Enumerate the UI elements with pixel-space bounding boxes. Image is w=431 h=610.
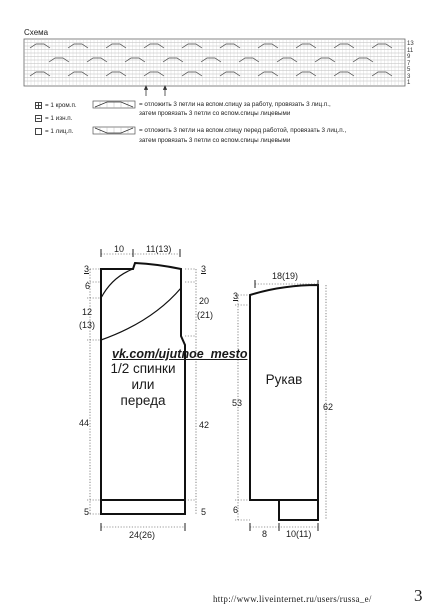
- dim-right-20: 20: [199, 296, 210, 306]
- legend-cable-back: = отложить 3 петли на вспом.спицу за работу, провязать 3 лиц.п.,: [139, 101, 331, 108]
- chart-title: Схема: [24, 28, 49, 37]
- dim-sleeve-bottom-10: 10(11): [286, 529, 312, 539]
- dim-neck: 10: [114, 244, 125, 254]
- legend-edge-stitch: = 1 кром.п.: [45, 102, 77, 109]
- row-number: 11: [407, 47, 414, 54]
- dim-bottom-width: 24(26): [129, 530, 156, 540]
- dim-left-3: 3: [84, 264, 90, 274]
- row-number: 3: [407, 73, 411, 80]
- dim-sleeve-53: 53: [232, 398, 243, 408]
- dim-sleeve-62: 62: [323, 402, 334, 412]
- dim-right-42: 42: [199, 420, 210, 430]
- sleeve-piece-label: Рукав: [265, 372, 303, 387]
- row-number: 9: [407, 54, 411, 60]
- watermark: vk.com/ujutnoe_mesto: [112, 347, 248, 361]
- dim-shoulder: 11(13): [146, 244, 172, 254]
- dim-sleeve-3: 3: [233, 291, 239, 301]
- dim-left-44: 44: [79, 418, 90, 428]
- dim-sleeve-6: 6: [233, 505, 239, 515]
- dim-left-12: 12: [82, 307, 93, 317]
- legend-purl: = 1 изн.п.: [45, 115, 73, 122]
- dim-right-3: 3: [201, 264, 207, 274]
- footer-url: http://www.liveinternet.ru/users/russa_e/: [213, 594, 372, 604]
- legend-cable-back-2: затем провязать 3 петли со вспом.спицы лицевыми: [139, 110, 291, 117]
- page-number: 3: [414, 586, 423, 605]
- row-number: 7: [407, 60, 411, 67]
- legend-knit: = 1 лиц.п.: [45, 128, 74, 135]
- dim-right-21: (21): [197, 310, 214, 320]
- dim-left-13: (13): [79, 320, 96, 330]
- dim-left-5: 5: [84, 507, 90, 517]
- legend-cable-front: = отложить 3 петли на вспом.спицу перед работой, провязать 3 лиц.п.,: [139, 127, 347, 134]
- dim-right-5: 5: [201, 507, 207, 517]
- legend-cable-front-2: затем провязать 3 петли со вспом.спицы лицевыми: [139, 137, 291, 144]
- row-number: 1: [407, 80, 411, 86]
- body-piece-label: 1/2 спинки или переда: [110, 361, 176, 408]
- dim-left-6: 6: [85, 281, 91, 291]
- dim-sleeve-top: 18(19): [272, 271, 299, 281]
- dim-sleeve-bottom-8: 8: [262, 529, 268, 539]
- row-number: 5: [407, 67, 411, 73]
- row-number: 13: [407, 41, 414, 47]
